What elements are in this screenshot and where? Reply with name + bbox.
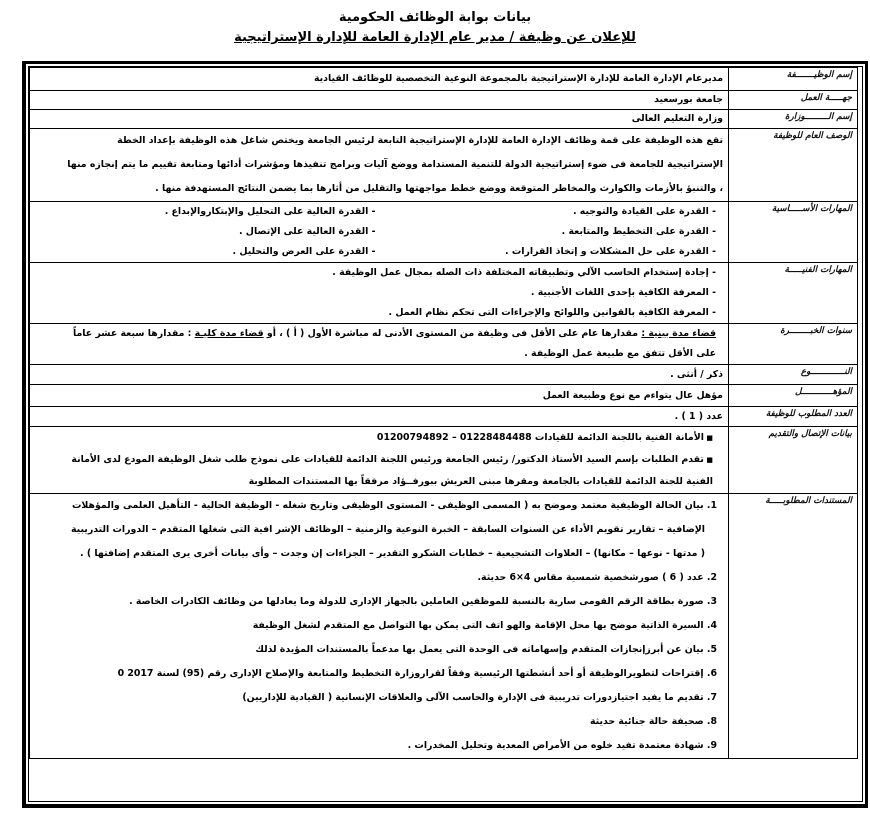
value-technical-skills — [30, 263, 729, 324]
page-title: بيانات بوابة الوظائف الحكومية — [338, 10, 532, 25]
document-item: 9. شهادة معتمدة تفيد خلوه من الأمراض المعدية وتحليل المخدرات . — [407, 740, 717, 751]
skills-line — [35, 222, 716, 242]
label-ministry: إسم الـــــــــوزارة — [729, 110, 858, 129]
interim-period-term: قضاء مدة بينية : — [641, 328, 716, 339]
label-technical-skills: المهارات الفنيـــــة — [729, 263, 858, 324]
label-count: العدد المطلوب للوظيفة — [729, 407, 858, 427]
value-core-skills — [30, 202, 729, 263]
value-job-name: مديرعام الإدارة العامة للإدارة الإستراتيجية بالمجموعة النوعية التخصصية للوظائف القيادية — [30, 68, 729, 91]
contact-list — [35, 427, 723, 471]
row-technical-skills — [30, 263, 858, 324]
row-employer — [30, 91, 858, 110]
label-qualification: المؤهــــــــــــل — [729, 385, 858, 407]
value-contact — [30, 427, 729, 494]
row-description — [30, 129, 858, 202]
document-item-continued: ( مدتها - نوعها – مكانها) – العلاوات التشجيعية – خطابات الشكرو التقدير – الجزاءات إن وجدت – وأى بيانات أخرى يرى المتقدم إضافتها ) . — [80, 548, 705, 559]
skill-item: - القدرة على القيادة والتوجيه . — [572, 206, 716, 217]
document-item-continued: الإضافية – تقارير تقويم الأداء عن السنوات السابقة – الخبرة النوعية والزمنية – الوظائف الإشر افية التى شغلها المتقدم – الدورات التدريبية — [70, 524, 705, 535]
tech-skill-item: - المعرفة الكافية بإحدى اللغات الأجنبية . — [530, 287, 716, 298]
document-item: 2. عدد ( 6 ) صورشخصية شمسية مقاس 4×6 حديثة. — [477, 572, 717, 583]
label-gender: النـــــــــــــوع — [729, 365, 858, 385]
subtitle-text: للإعلان عن وظيفة / مدير عام الإدارة العامة للإدارة الإستراتيجية — [234, 30, 636, 45]
description-line: ، والتنبؤ بالأزمات والكوارث والمخاطر المتوقعة ووضع خطط مواجهتها والتقليل من أثارها بما يضمن النتائج المستهدفة منها . — [155, 183, 723, 194]
contact-item: ■ الأمانة الفنية باللجنة الدائمة للقيادات 01228484488 – 01200794892 — [35, 427, 713, 449]
label-description: الوصف العام للوظيفة — [729, 129, 858, 202]
interim-period-text: مقدارها عام على الأقل فى وظيفة من المستوى الأدنى له مباشرة الأول ( أ ) ، أو — [263, 328, 642, 339]
total-period-text: : مقدارها سبعة عشر عاماً — [72, 328, 195, 339]
description-line: الإستراتيجية للجامعة فى ضوء إستراتيجية الدولة للتنمية المستدامة ووضع آليات وبرامج تنفيذها ومؤشرات أدائها ومتابعة تقييم ما يتم إنجازه منها — [67, 159, 723, 170]
document-item: 4. السيرة الذاتية موضح بها محل الإقامة والهو اتف التى يمكن بها التواصل مع المتقدم لشغل الوظيفة — [252, 620, 717, 631]
skill-item: - القدرة العالية على الإتصال . — [238, 226, 376, 237]
label-core-skills: المهارات الأســـــاسية — [729, 202, 858, 263]
skill-item: - القدرة على حل المشكلات و إتخاذ القرارات . — [505, 246, 716, 257]
skill-item: - القدرة على التخطيط والمتابعة . — [561, 226, 716, 237]
total-period-term: قضاء مدة كليـة — [194, 328, 264, 339]
row-core-skills — [30, 202, 858, 263]
row-documents — [30, 494, 858, 759]
document-item: 6. إقتراحات لتطويرالوظيفة أو أحد أنشطتها الرئيسية وفقاً لقراروزارة التخطيط والمتابعة والإصلاح الإدارى رقم (95) لسنة 2017 0 — [117, 668, 717, 679]
page-subtitle — [0, 30, 870, 45]
value-ministry: وزارة التعليم العالى — [30, 110, 729, 129]
experience-line — [35, 324, 716, 344]
value-documents — [30, 494, 729, 759]
value-qualification: مؤهل عال يتواءم مع نوع وطبيعة العمل — [30, 385, 729, 407]
document-item: 8. صحيفة حالة جنائية حديثة — [589, 716, 717, 727]
skills-line — [35, 242, 716, 262]
row-gender — [30, 365, 858, 385]
contact-item-continued: الفنية للجنة الدائمة للقيادات بالجامعة ومقرها مبنى العريش ببورفــؤاد مرفقاً بها المستندات المطلوبة — [248, 476, 713, 487]
row-job-name — [30, 68, 858, 91]
document-item: 5. بيان عن أبرزإنجازات المتقدم وإسهاماته فى الوحدة التى يعمل بها مدعماً بالمستندات المؤيدة لذلك — [255, 644, 717, 655]
value-gender: ذكر / أنثى . — [30, 365, 729, 385]
label-job-name: إسم الوظيـــــــفة — [729, 68, 858, 91]
tech-skill-item: - إجادة إستخدام الحاسب الآلي وتطبيقاته المختلفة ذات الصله بمجال عمل الوظيفة . — [332, 267, 716, 278]
job-data-table — [29, 67, 858, 759]
row-experience — [30, 324, 858, 365]
label-experience: سنوات الخبــــــــرة — [729, 324, 858, 365]
label-contact: بيانات الإتصال والتقديم — [729, 427, 858, 494]
value-count: عدد ( 1 ) . — [30, 407, 729, 427]
document-item: 1. بيان الحالة الوظيفية معتمد وموضح به ( المسمى الوظيفى - المستوى الوظيفى وتاريخ شغله - الوظيفة الحالية - التأهيل العلمى والمؤهلات — [71, 500, 717, 511]
skill-item: - القدرة العالية على التحليل والإبتكاروالإبداع . — [164, 206, 376, 217]
value-employer: جامعة بورسعيد — [30, 91, 729, 110]
experience-line: على الأقل تتفق مع طبيعة عمل الوظيفة . — [524, 348, 716, 359]
document-item: 3. صورة بطاقة الرقم القومى سارية بالنسبة للموظفين العاملين بالجهاز الإدارى للدولة وما يعادلها من وظائف الكادرات الخاصة . — [129, 596, 717, 607]
row-contact — [30, 427, 858, 494]
value-description — [30, 129, 729, 202]
job-table-frame — [22, 61, 868, 808]
label-documents: المستندات المطلوبـــــة — [729, 494, 858, 759]
tech-skill-item: - المعرفة الكافية بالقوانين واللوائح والإجراءات التى تحكم نظام العمل . — [388, 307, 716, 318]
row-count — [30, 407, 858, 427]
skills-line — [35, 202, 716, 222]
row-qualification — [30, 385, 858, 407]
document-item: 7. تقديم ما يفيد اجتيازدورات تدريبية فى الإدارة والحاسب الآلى والعلاقات الإنسانية ( القيادية للإداريين) — [242, 692, 717, 703]
value-experience — [30, 324, 729, 365]
skill-item: - القدرة على العرض والتحليل . — [232, 246, 376, 257]
contact-item: ■ تقدم الطلبات بإسم السيد الأستاذ الدكتور/ رئيس الجامعة ورئيس اللجنة الدائمة للقيادات على نموذج طلب شغل الوظيفة المودع لدى الأمانة — [35, 449, 713, 471]
description-line: تقع هذه الوظيفة على قمة وظائف الإدارة العامة للإدارة الإستراتيجية التابعة لرئيس الجامعة ويختص شاغل هذه الوظيفة بإعداد الخطة — [117, 135, 723, 146]
label-employer: جهـــــة العمل — [729, 91, 858, 110]
row-ministry — [30, 110, 858, 129]
